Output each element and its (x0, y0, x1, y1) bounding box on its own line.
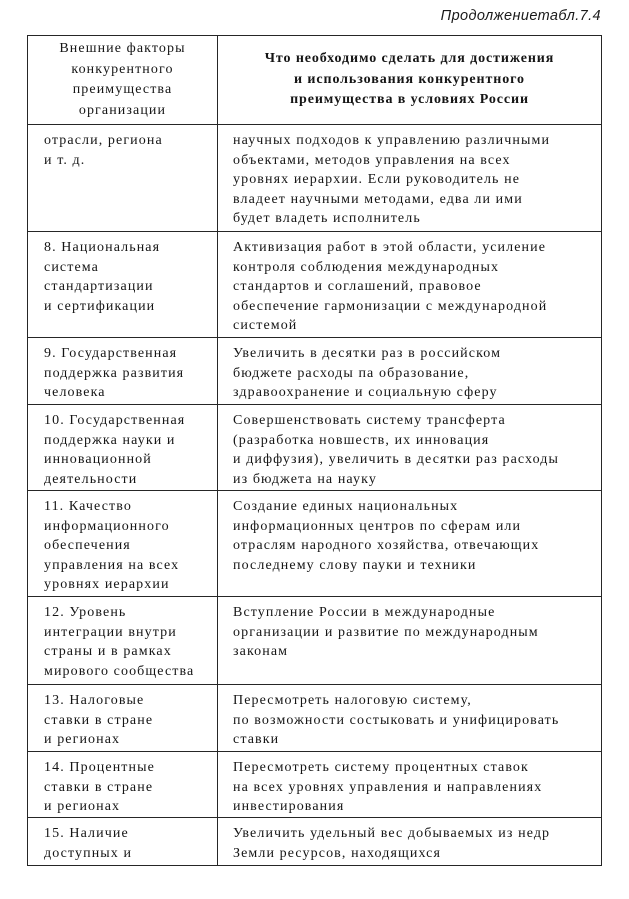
header-factors-line: организации (78, 102, 167, 118)
action-line: по возможности состыковать и унифицировать (233, 712, 560, 728)
factor-cell (28, 338, 218, 405)
factor-line: стандартизации (44, 279, 154, 295)
factor-line: и регионах (44, 732, 121, 748)
action-line: здравоохранение и социальную сферу (233, 385, 498, 401)
action-line: и диффузия), увеличить в десятки раз расходы (233, 452, 560, 468)
action-line: Земли ресурсов, находящихся (233, 845, 442, 861)
factor-line: доступных и (44, 845, 133, 861)
header-factors-line: Внешние факторы (59, 41, 186, 56)
action-line: ставки (233, 732, 280, 748)
action-line: Пересмотреть налоговую систему, (233, 693, 472, 708)
header-factors-cell (28, 36, 218, 125)
factor-line: инновационной (44, 452, 152, 468)
factor-line: управления на всех (44, 557, 180, 573)
factor-line: 9. Государственная (44, 346, 178, 361)
action-line: владеет научными методами, едва ли ими (233, 191, 523, 207)
factor-line: деятельности (44, 471, 138, 487)
factor-line: и регионах (44, 799, 121, 815)
factor-cell (28, 818, 218, 865)
factor-cell (28, 232, 218, 338)
factor-cell (28, 752, 218, 818)
header-factors-line: конкурентного (71, 61, 174, 77)
table-caption: Продолжениетабл.7.4 (440, 8, 601, 24)
header-factors-line: преимущества (72, 82, 173, 97)
factor-line: обеспечения (44, 538, 131, 554)
action-line: отраслям народного хозяйства, отвечающих (233, 538, 540, 554)
action-line: бюджете расходы па образование, (233, 365, 470, 381)
action-line: (разработка новшеств, их инновация (233, 432, 490, 448)
action-line: инвестирования (233, 799, 345, 815)
action-line: объектами, методов управления на всех (233, 152, 511, 168)
factor-line: человека (44, 385, 106, 401)
factor-cell (28, 125, 218, 232)
action-line: обеспечение гармонизации с международной (233, 298, 548, 314)
factor-line: уровнях иерархии (44, 577, 170, 593)
factor-line: информационного (44, 518, 170, 534)
action-line: контроля соблюдения международных (233, 259, 500, 275)
action-line: информационных центров по сферам или (233, 518, 522, 534)
factor-line: отрасли, региона (44, 133, 163, 148)
factor-line: 11. Качество (44, 499, 132, 514)
factor-line: мирового сообщества (44, 663, 195, 679)
factor-line: 8. Национальная (44, 240, 161, 255)
factor-line: поддержка развития (44, 365, 185, 381)
action-line: Вступление России в международные (233, 605, 496, 620)
factor-cell (28, 685, 218, 752)
action-cell (218, 125, 601, 232)
data-table (27, 35, 602, 866)
action-line: Создание единых национальных (233, 499, 459, 514)
action-line: научных подходов к управлению различными (233, 133, 551, 148)
action-line: стандартов и соглашений, правовое (233, 279, 482, 295)
factor-line: поддержка науки и (44, 432, 176, 448)
factor-cell (28, 597, 218, 685)
factor-line: 14. Процентные (44, 760, 155, 775)
header-actions-line: и использования конкурентного (294, 71, 525, 87)
action-line: будет владеть исполнитель (233, 211, 421, 227)
action-cell (218, 818, 601, 865)
action-cell (218, 685, 601, 752)
action-line: Увеличить в десятки раз в российском (233, 346, 502, 361)
action-cell (218, 405, 601, 491)
factor-line: ставки в стране (44, 712, 154, 728)
action-line: последнему слову пауки и техники (233, 557, 477, 573)
action-line: организации и развитие по международным (233, 624, 539, 640)
action-cell (218, 232, 601, 338)
action-cell (218, 597, 601, 685)
factor-line: интеграции внутри (44, 624, 177, 640)
action-line: из бюджета на науку (233, 471, 377, 487)
action-line: Пересмотреть систему процентных ставок (233, 760, 529, 775)
factor-line: страны и в рамках (44, 644, 172, 660)
action-line: Совершенствовать систему трансферта (233, 413, 506, 428)
action-cell (218, 338, 601, 405)
factor-line: 15. Наличие (44, 826, 129, 841)
header-actions-line: преимущества в условиях России (290, 92, 529, 108)
factor-cell (28, 491, 218, 597)
factor-cell (28, 405, 218, 491)
factor-line: ставки в стране (44, 779, 154, 795)
action-line: системой (233, 318, 298, 334)
action-cell (218, 491, 601, 597)
action-line: на всех уровнях управления и направлениях (233, 779, 543, 795)
factor-line: 12. Уровень (44, 605, 127, 620)
factor-line: и сертификации (44, 298, 156, 314)
action-line: законам (233, 644, 289, 660)
action-line: Увеличить удельный вес добываемых из недр (233, 826, 551, 841)
factor-line: 13. Налоговые (44, 693, 145, 708)
action-cell (218, 752, 601, 818)
action-line: Активизация работ в этой области, усиление (233, 240, 547, 255)
factor-line: и т. д. (44, 152, 86, 168)
header-actions-cell (218, 36, 601, 125)
action-line: уровнях иерархии. Если руководитель не (233, 172, 521, 188)
factor-line: система (44, 259, 99, 275)
header-actions-line: Что необходимо сделать для достижения (264, 51, 555, 67)
factor-line: 10. Государственная (44, 413, 186, 428)
